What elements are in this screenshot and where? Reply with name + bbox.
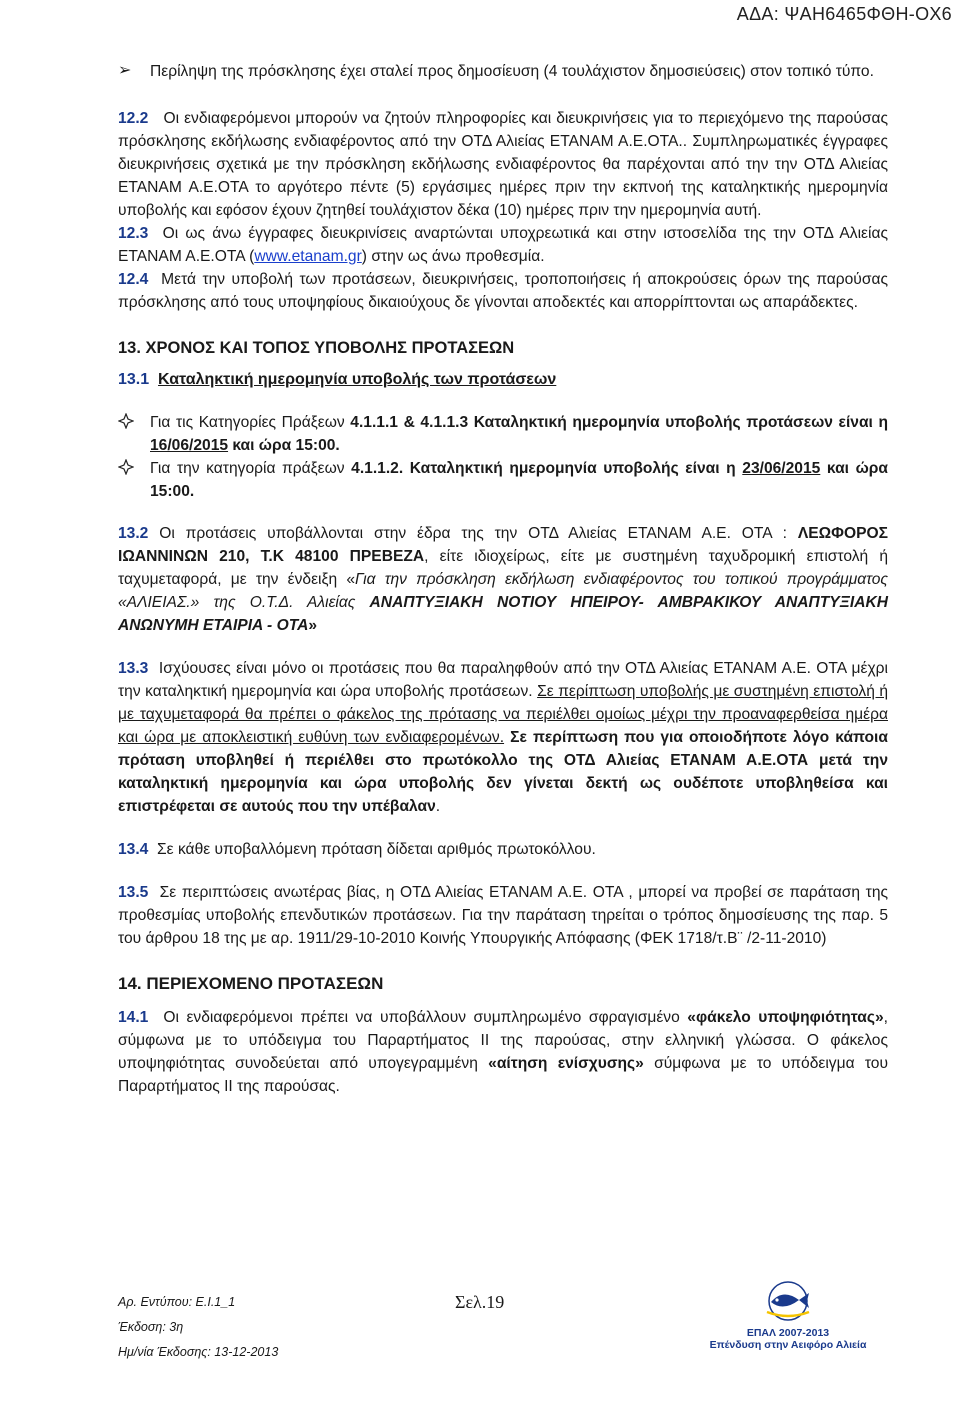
- logo-line-1: ΕΠΑΛ 2007-2013: [746, 1327, 830, 1339]
- section-text-bold: «αίτηση ενίσχυσης»: [488, 1055, 644, 1072]
- edition-date: Ημ/νία Έκδοσης: 13-12-2013: [118, 1345, 279, 1359]
- section-text: Οι ενδιαφερόμενοι πρέπει να υποβάλλουν συμπληρωμένο σφραγισμένο: [163, 1009, 688, 1026]
- section-title: Καταληκτική ημερομηνία υποβολής των προτάσεων: [158, 371, 557, 388]
- bullet-text: Για την κατηγορία πράξεων: [150, 460, 352, 477]
- intro-bullet: [118, 60, 888, 83]
- section-text: Ισχύουσες είναι μόνο οι προτάσεις που θα παραληφθούν από την ΟΤΔ Αλιείας ΕΤΑΝΑΜ Α.Ε. ΟΤΑ μέχρι την καταληκτική ημερομηνία και ώρα υποβολής προτάσεων.: [118, 660, 888, 700]
- section-14-1: [118, 1006, 888, 1098]
- page-number: Σελ.19: [455, 1292, 505, 1312]
- section-text: , είτε ιδιοχείρως, είτε με συστημένη ταχυδρομική επιστολή ή ταχυμεταφορά, με την ένδειξη «: [118, 548, 889, 588]
- section-text: ) στην ως άνω προθεσμία.: [361, 248, 545, 265]
- section-text: .: [435, 798, 441, 815]
- section-text: Οι ενδιαφερόμενοι μπορούν να ζητούν πληροφορίες και διευκρινήσεις για το περιεχόμενο της παρούσας πρόσκλησης εκδήλωσης ενδιαφέροντος από την ΟΤΔ Αλιείας ΕΤΑΝΑΜ Α.Ε.ΟΤΑ.: [118, 110, 889, 150]
- section-number: 13.2: [118, 525, 149, 542]
- section-13-5: [118, 881, 888, 950]
- section-text: Μετά την υποβολή των προτάσεων, διευκρινήσεις, τροποποιήσεις ή αποκρούσεις όρων της παρούσας πρόσκλησης από τους υποψηφίους δικαιούχους δε γίνονται αποδεκτές και απορρίπτονται ως απαράδεκτες.: [118, 271, 888, 311]
- section-number: 13.1: [118, 371, 150, 388]
- section-text: Σε περιπτώσεις ανωτέρας βίας, η ΟΤΔ Αλιείας ΕΤΑΝΑΜ Α.Ε. ΟΤΑ , μπορεί να προβεί σε παράταση της προθεσμίας υποβολής επενδυτικών προτάσεων. Για την παράταση τηρείται ο τρόπος δημοσίευσης της παρ. 5 του άρθρου 18 της με αρ. 1911/29-10-2010 Κοινής Υπουργικής Απόφασης (ΦΕΚ 1718/τ.Β¨ /2-11-2010): [118, 884, 889, 947]
- section-13-4: [118, 838, 888, 861]
- arrow-bullet-icon: ➢: [118, 62, 132, 79]
- section-text: »: [308, 617, 318, 634]
- section-text: Οι προτάσεις υποβάλλονται στην έδρα της την ΟΤΔ Αλιείας ΕΤΑΝΑΜ Α.Ε. ΟΤΑ :: [159, 525, 798, 542]
- ada-code: ΑΔΑ: ΨΑΗ6465ΦΘΗ-ΟΧ6: [736, 4, 952, 24]
- edition: Έκδοση: 3η: [118, 1320, 184, 1334]
- epal-logo: [688, 1280, 888, 1351]
- section-13-1: [118, 368, 888, 391]
- deadline-time: και ώρα 15:00.: [150, 460, 888, 500]
- deadline-date: 16/06/2015: [150, 437, 229, 454]
- section-number: 13.3: [118, 660, 149, 677]
- form-number: Αρ. Εντύπου: Ε.Ι.1_1: [118, 1295, 236, 1309]
- diamond-bullet-icon: [118, 459, 134, 475]
- footer-meta: [118, 1290, 278, 1365]
- bullet-bold: 4.1.1.1 & 4.1.1.3 Καταληκτική ημερομηνία υποβολής προτάσεων είναι η: [350, 414, 888, 431]
- deadline-time: και ώρα 15:00.: [228, 437, 340, 454]
- section-number: 12.3: [118, 225, 149, 242]
- section-text-bold: «φάκελο υποψηφιότητας»: [687, 1009, 884, 1026]
- section-13-2: [118, 522, 888, 637]
- intro-bullet-text: Περίληψη της πρόσκλησης έχει σταλεί προς δημοσίευση (4 τουλάχιστον δημοσιεύσεις) στον τοπικό τύπο.: [150, 63, 874, 80]
- address: ΛΕΩΦΟΡΟΣ ΙΩΑΝΝΙΝΩΝ 210, Τ.Κ 48100 ΠΡΕΒΕΖΑ: [118, 525, 888, 565]
- section-text-italic: Για την πρόσκληση εκδήλωση ενδιαφέροντος του τοπικού προγράμματος «ΑΛΙΕΙΑΣ.» της Ο.Τ.Δ. Αλιείας: [118, 571, 888, 611]
- section-number: 14.1: [118, 1009, 149, 1026]
- section-13-3: [118, 657, 888, 818]
- section-14-heading: 14. ΠΕΡΙΕΧΟΜΕΝΟ ΠΡΟΤΑΣΕΩΝ: [118, 974, 384, 993]
- section-text: Οι ως άνω έγγραφες διευκρινίσεις αναρτώνται υποχρεωτικά και στην ιστοσελίδα της την ΟΤΔ Αλιείας ΕΤΑΝΑΜ Α.Ε.ΟΤΑ (: [118, 225, 888, 265]
- section-number: 13.5: [118, 884, 149, 901]
- section-text: . Συμπληρωματικές έγγραφες διευκρινήσεις σχετικά με την πρόσκληση εκδήλωσης ενδιαφέροντος θα παρέχονται από την την ΟΤΔ Αλιείας ΕΤΑΝΑΜ Α.Ε.ΟΤΑ το αργότερο πέντε (5) εργάσιμες ημέρες πριν την εκπνοή της καταληκτικής ημερομηνία υποβολής και εφόσον έχουν ζητηθεί τουλάχιστον δέκα (10) ημέρες πριν την ημερομηνία αυτή.: [118, 133, 889, 219]
- logo-line-2: Επένδυση στην Αειφόρο Αλιεία: [709, 1339, 867, 1351]
- document-body: [118, 60, 888, 1098]
- section-12-2: [118, 107, 888, 222]
- deadline-date: 23/06/2015: [742, 460, 821, 477]
- section-text-underlined: Σε περίπτωση υποβολής με συστημένη επιστολή ή με ταχυμεταφορά θα πρέπει ο φάκελος της πρότασης να περιέλθει ομοίως μέχρι την προαναφερθείσα ημέρα και ώρα με αποκλειστική ευθύνη των ενδιαφερομένων.: [118, 683, 889, 746]
- bullet-bold: 4.1.1.2. Καταληκτική ημερομηνία υποβολής είναι η: [351, 460, 743, 477]
- deadline-bullet-2: [118, 457, 888, 503]
- section-text: , σύμφωνα με το υπόδειγμα του Παραρτήματος ΙΙ της παρούσας, στην ελληνική γλώσσα. Ο φάκελος υποψηφιότητας συνοδεύεται από υπογεγραμμένη: [118, 1009, 888, 1072]
- section-text-bold: Σε περίπτωση που για οποιοδήποτε λόγο κάποια πρόταση υποβληθεί ή περιέλθει στο πρωτόκολλο της ΟΤΔ Αλιείας ΕΤΑΝΑΜ Α.Ε.ΟΤΑ μετά την καταληκτική ημερομηνία και ώρα υποβολής δεν γίνεται δεκτή ως ουδέποτε υποβληθείσα και επιστρέφεται σε αυτούς που την υπέβαλαν: [118, 729, 888, 815]
- deadline-bullet-1: [118, 411, 888, 457]
- company-name: ΑΝΑΠΤΥΞΙΑΚΗ ΝΟΤΙΟΥ ΗΠΕΙΡΟΥ- ΑΜΒΡΑΚΙΚΟΥ ΑΝΑΠΤΥΞΙΑΚΗ ΑΝΩΝΥΜΗ ΕΤΑΙΡΙΑ - ΟΤΑ: [118, 594, 888, 634]
- section-number: 13.4: [118, 841, 149, 858]
- section-12-3: [118, 222, 888, 268]
- section-13-heading: 13. ΧΡΟΝΟΣ ΚΑΙ ΤΟΠΟΣ ΥΠΟΒΟΛΗΣ ΠΡΟΤΑΣΕΩΝ: [118, 339, 515, 357]
- section-text: Σε κάθε υποβαλλόμενη πρόταση δίδεται αριθμός πρωτοκόλλου.: [157, 841, 596, 858]
- section-12-4: [118, 268, 888, 314]
- diamond-bullet-icon: [118, 413, 134, 429]
- section-text: σύμφωνα με το υπόδειγμα του Παραρτήματος ΙΙ της παρούσας.: [118, 1055, 889, 1095]
- fish-logo-icon: [753, 1280, 823, 1322]
- bullet-text: Για τις Κατηγορίες Πράξεων: [150, 414, 351, 431]
- section-number: 12.2: [118, 110, 149, 127]
- website-link[interactable]: www.etanam.gr: [254, 248, 362, 265]
- page-footer: [118, 1290, 888, 1400]
- section-number: 12.4: [118, 271, 149, 288]
